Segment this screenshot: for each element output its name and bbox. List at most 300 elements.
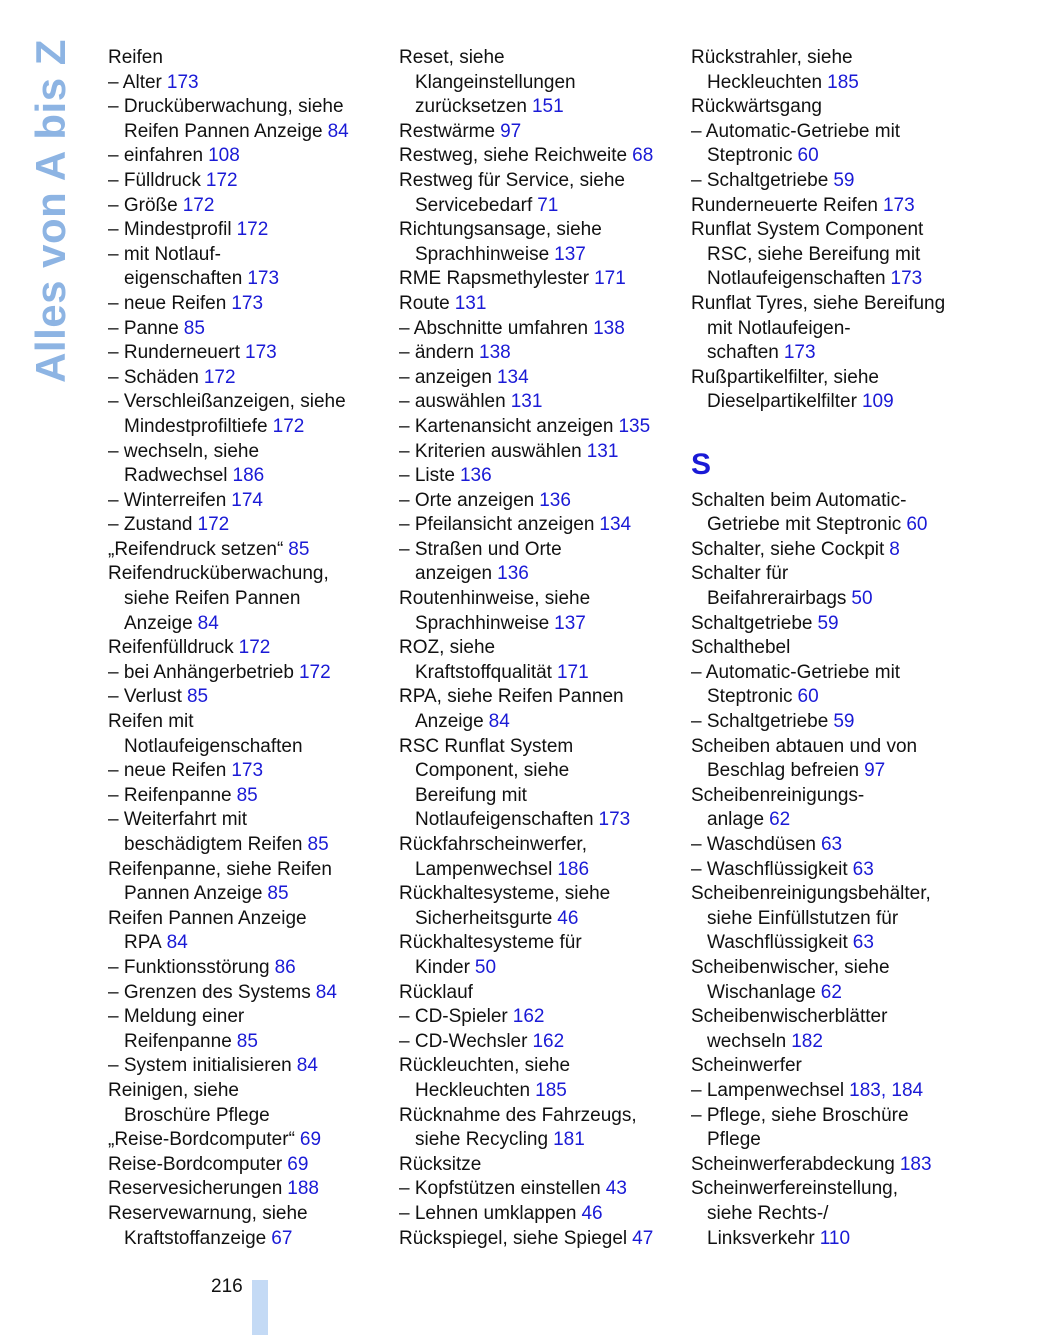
index-term: – ändern [399,342,475,364]
index-term: Runflat Tyres, siehe Bereifung [691,292,946,314]
index-term: Component, siehe [415,760,570,782]
index-term: – Weiterfahrt mit [108,809,248,831]
index-term: Rückstrahler, siehe [691,47,853,68]
page-reference-link[interactable]: 131 [454,292,487,314]
index-entry [691,661,963,686]
index-entry [108,685,396,710]
index-term: Pflege [707,1129,761,1151]
index-entry [691,489,963,514]
page-reference-link[interactable]: 85 [186,686,209,708]
page-reference-link[interactable]: 173 [231,292,264,314]
index-term: Klangeinstellungen [415,71,576,93]
index-entry [108,907,396,932]
index-entry [691,292,963,317]
index-entry [691,1128,963,1153]
index-term: Rücknahme des Fahrzeugs, [399,1104,637,1126]
index-entry [691,1079,963,1104]
index-term: Getriebe mit Steptronic [707,514,902,536]
page-reference-link[interactable]: 137 [554,243,586,265]
index-term: Runflat System Component [691,219,924,241]
page-reference-link[interactable]: 182 [791,1030,823,1052]
index-entry [108,735,396,760]
index-term: – Verschleißanzeigen, siehe [108,391,346,413]
index-term: schaften [707,342,779,364]
index-entry [399,808,687,833]
index-term: RSC Runflat System [399,735,574,757]
index-term: – CD-Spieler [399,1006,508,1028]
index-term: Servicebedarf [415,194,533,216]
page-reference-link[interactable]: 181 [553,1129,585,1151]
index-term: eigenschaften [124,268,243,290]
index-entry [691,833,963,858]
index-term: Steptronic [707,145,793,167]
page-reference-link[interactable]: 172 [236,219,269,241]
index-term: Rückspiegel, siehe Spiegel [399,1227,628,1249]
index-entry [691,169,963,194]
index-term: Rückleuchten, siehe [399,1055,571,1077]
page-reference-link[interactable]: 173 [245,342,277,364]
index-entry [691,808,963,833]
page-reference-link[interactable]: 63 [852,932,874,954]
index-entry [399,1227,687,1252]
index-term: – Kopfstützen einstellen [399,1178,601,1200]
page-reference-link[interactable]: 172 [272,415,305,437]
index-entry [691,685,963,710]
index-term: Reset, siehe [399,47,505,68]
index-term: Wischanlage [707,981,816,1003]
index-entry [399,1128,687,1153]
page-reference-link[interactable]: 188 [287,1178,319,1200]
index-term: Rücklauf [399,981,473,1003]
index-entry [691,1054,963,1079]
page-reference-link[interactable]: 84 [166,932,188,954]
page-reference-link[interactable]: 185 [827,71,859,93]
index-term: Radwechsel [124,465,228,487]
index-term: Routenhinweise, siehe [399,588,591,610]
index-entry [691,120,963,145]
index-entry [108,144,396,169]
index-entry [691,1202,963,1227]
index-entry [399,858,687,883]
page-reference-link[interactable]: 84 [315,981,337,1003]
index-entry [399,562,687,587]
index-entry [691,341,963,366]
page-reference-link[interactable]: 173 [231,760,264,782]
page-reference-link[interactable]: 97 [864,760,886,782]
page-reference-link[interactable]: 50 [851,588,873,610]
index-entry [108,46,396,71]
index-term: – Verlust [108,686,182,708]
index-term: Scheibenwischer, siehe [691,956,890,978]
index-term: zurücksetzen [415,96,527,118]
index-term: Rußpartikelfilter, siehe [691,366,879,388]
page-reference-link[interactable]: 162 [532,1030,565,1052]
index-entry [108,415,396,440]
index-term: Broschüre Pflege [124,1104,270,1126]
index-entry [691,587,963,612]
page-reference-link[interactable]: 172 [182,194,215,216]
index-term: Kraftstoffanzeige [124,1227,267,1249]
index-term: – Grenzen des Systems [108,981,311,1003]
index-entry [108,194,396,219]
side-section-tab [27,39,75,383]
index-entry [399,1104,687,1129]
page-reference-link[interactable]: 63 [852,858,874,880]
index-term: – Automatic-Getriebe mit [691,661,901,683]
page-reference-link[interactable]: 59 [833,711,855,733]
index-entry [108,882,396,907]
page-reference-link[interactable]: 68 [632,145,654,167]
index-term: Kraftstoffqualität [415,661,552,683]
page-reference-link[interactable]: 84 [197,612,219,634]
index-entry [399,882,687,907]
index-term: – Zustand [108,514,193,536]
index-term: Reifen Pannen Anzeige [124,120,323,142]
index-entry [399,267,687,292]
page-reference-link[interactable]: 138 [593,317,625,339]
index-entry [691,907,963,932]
index-entry [108,267,396,292]
page-reference-link[interactable]: 109 [861,391,894,413]
index-term: – Reifenpanne [108,784,232,806]
index-term: Heckleuchten [707,71,823,93]
page-reference-link[interactable]: 172 [238,637,271,659]
page-reference-link[interactable]: 85 [236,784,258,806]
index-term: Schalten beim Automatic- [691,489,907,511]
index-entry [691,267,963,292]
page-reference-link[interactable]: 172 [197,514,230,536]
index-entry [108,1054,396,1079]
index-entry [399,538,687,563]
index-term: Scheibenreinigungsbehälter, [691,883,931,905]
index-term: Restweg, siehe Reichweite [399,145,628,167]
index-term: – Waschdüsen [691,834,816,855]
page-reference-link[interactable]: 50 [474,956,497,978]
page-reference-link[interactable]: 69 [299,1129,322,1151]
index-term: Schalthebel [691,637,791,659]
index-entry [108,366,396,391]
index-entry [399,1202,687,1227]
index-entry [691,562,963,587]
page-reference-link[interactable]: 172 [203,366,236,388]
index-term: – Panne [108,317,179,339]
page-reference-link[interactable]: 162 [512,1006,545,1028]
index-entry [108,95,396,120]
index-entry [108,1227,396,1252]
page-reference-link[interactable]: 46 [557,907,579,929]
index-term: „Reise-Bordcomputer“ [108,1129,295,1151]
index-term: – mit Notlauf- [108,243,221,265]
index-term: Reservesicherungen [108,1178,283,1200]
index-entry [399,956,687,981]
index-entry [399,636,687,661]
index-entry [108,464,396,489]
page-reference-link[interactable]: 173 [166,71,199,93]
index-term: – Größe [108,194,178,216]
page-reference-link[interactable]: 84 [488,711,510,733]
index-term: – Schaltgetriebe [691,711,829,733]
index-entry [399,1005,687,1030]
index-term: Lampenwechsel [415,858,553,880]
index-term: siehe Recycling [415,1129,549,1151]
index-column-2 [399,46,687,1251]
index-entry [691,218,963,243]
index-term: Scheibenwischerblätter [691,1006,888,1028]
index-term: – Liste [399,465,455,487]
index-term: – Schäden [108,366,199,388]
page-reference-link[interactable]: 173 [247,268,280,290]
index-entry [399,489,687,514]
index-term: – Abschnitte umfahren [399,317,589,339]
page-reference-link[interactable]: 43 [605,1178,627,1200]
index-entry [108,661,396,686]
index-entry [108,243,396,268]
page-reference-link[interactable]: 173 [598,809,631,831]
index-term: anlage [707,809,765,831]
page-reference-link[interactable]: 135 [618,415,651,437]
page-reference-link[interactable]: 174 [231,489,263,511]
index-entry [691,317,963,342]
page-reference-link[interactable]: 60 [906,514,928,536]
index-entry [108,808,396,833]
index-entry [399,784,687,809]
index-term: ROZ, siehe [399,637,496,659]
page-reference-link[interactable]: 138 [479,342,511,364]
index-entry [691,784,963,809]
index-entry [399,169,687,194]
page-reference-link[interactable]: 59 [817,612,839,634]
index-term: Notlaufeigenschaften [415,809,594,831]
index-entry [399,317,687,342]
index-term: Rücksitze [399,1153,482,1175]
page-reference-link[interactable]: 85 [236,1030,258,1052]
index-term: – wechseln, siehe [108,440,260,462]
page-reference-link[interactable]: 173 [882,194,915,216]
index-term: wechseln [707,1030,787,1052]
index-entry [108,1202,396,1227]
index-entry [399,735,687,760]
page-reference-link[interactable]: 69 [287,1153,309,1175]
page-reference-link[interactable]: 86 [274,956,296,978]
index-entry [399,833,687,858]
index-term: Anzeige [415,711,484,733]
index-term: Mindestprofiltiefe [124,415,268,437]
index-term: – anzeigen [399,366,492,388]
index-term: mit Notlaufeigen- [707,317,851,339]
page-reference-link[interactable]: 85 [183,317,205,339]
index-entry [691,243,963,268]
index-term: Schalter, siehe Cockpit [691,538,885,560]
page-reference-link[interactable]: 172 [205,169,238,191]
index-entry [691,71,963,96]
page-reference-link[interactable]: 60 [797,686,819,708]
index-entry [399,612,687,637]
index-entry [108,71,396,96]
index-term: Dieselpartikelfilter [707,391,857,413]
index-entry [108,858,396,883]
index-term: Bereifung mit [415,784,527,806]
index-entry [108,120,396,145]
index-entry [399,292,687,317]
index-term: Pannen Anzeige [124,883,263,905]
index-term: – Kartenansicht anzeigen [399,415,614,437]
page-reference-link[interactable]: 134 [496,366,529,388]
index-entry [108,1005,396,1030]
page-number: 216 [211,1276,243,1297]
page-reference-link[interactable]: 60 [797,145,819,167]
page-reference-link[interactable]: 137 [554,612,586,634]
page-reference-link[interactable]: 134 [599,514,632,536]
index-term: – Pfeilansicht anzeigen [399,514,595,536]
index-entry [399,218,687,243]
index-entry [399,46,687,71]
index-term: beschädigtem Reifen [124,834,303,855]
index-entry [399,981,687,1006]
page-reference-link[interactable]: 172 [298,661,331,683]
index-entry [108,1128,396,1153]
index-entry [399,1079,687,1104]
index-entry [399,710,687,735]
index-entry [108,759,396,784]
page-reference-link[interactable]: 136 [539,489,571,511]
index-entry [399,1030,687,1055]
index-term: Reifenfülldruck [108,637,234,659]
index-entry [108,341,396,366]
index-term: Anzeige [124,612,193,634]
index-term: anzeigen [415,563,493,585]
index-term: Restweg für Service, siehe [399,169,625,191]
index-entry [108,956,396,981]
index-entry [399,685,687,710]
index-entry [399,907,687,932]
index-entry [691,735,963,760]
page-reference-link[interactable]: 47 [632,1227,654,1249]
index-term: Reifen Pannen Anzeige [108,907,307,929]
page-reference-link[interactable]: 185 [535,1079,567,1101]
page-reference-link[interactable]: 84 [296,1055,318,1077]
page-reference-link[interactable]: 67 [271,1227,293,1249]
index-term: Reise-Bordcomputer [108,1153,283,1175]
section-spacer [691,415,963,440]
page-reference-link[interactable]: 136 [497,563,529,585]
page-reference-link[interactable]: 84 [327,120,349,142]
index-term: – einfahren [108,145,204,167]
index-term: Scheibenreinigungs- [691,784,865,806]
index-term: Scheinwerfereinstellung, [691,1178,899,1200]
index-term: – Straßen und Orte [399,538,562,560]
index-entry [691,390,963,415]
index-entry [108,1104,396,1129]
index-term: siehe Einfüllstutzen für [707,907,899,929]
index-entry [691,1227,963,1252]
index-entry [108,169,396,194]
index-entry [108,931,396,956]
index-entry [399,661,687,686]
page-reference-link[interactable]: 131 [510,391,543,413]
index-term: „Reifendruck setzen“ [108,538,284,560]
page-reference-link[interactable]: 131 [586,440,619,462]
index-term: Reifen mit [108,711,194,733]
index-term: siehe Reifen Pannen [124,588,301,610]
page-reference-link[interactable]: 62 [769,809,791,831]
page-reference-link[interactable]: 85 [267,883,289,905]
page-reference-link[interactable]: 8 [889,538,900,560]
page-reference-link[interactable]: 62 [820,981,842,1003]
page-reference-link[interactable]: 46 [581,1202,603,1224]
page-reference-link[interactable]: 173 [783,342,816,364]
index-entry [691,194,963,219]
index-entry [108,440,396,465]
page-reference-link[interactable]: 136 [459,465,492,487]
page-reference-link[interactable]: 183 [899,1153,932,1175]
page-reference-link[interactable]: 171 [556,661,589,683]
index-entry [108,833,396,858]
page-reference-link[interactable]: 183, 184 [849,1079,924,1101]
index-term: – Waschflüssigkeit [691,858,848,880]
page-reference-link[interactable]: 85 [307,834,329,855]
index-entry [691,636,963,661]
index-term: – Winterreifen [108,489,227,511]
index-term: RME Rapsmethylester [399,268,590,290]
index-entry [108,1030,396,1055]
page-reference-link[interactable]: 151 [531,96,564,118]
page-reference-link[interactable]: 186 [557,858,590,880]
page-reference-link[interactable]: 85 [288,538,310,560]
index-entry [108,538,396,563]
page-reference-link[interactable]: 173 [890,268,923,290]
page-reference-link[interactable]: 171 [594,268,626,290]
index-term: – Lehnen umklappen [399,1202,577,1224]
page-reference-link[interactable]: 110 [819,1227,851,1249]
page-reference-link[interactable]: 63 [820,834,843,855]
index-entry [399,931,687,956]
index-term: Reifendrucküberwachung, [108,563,329,585]
index-term: Schaltgetriebe [691,612,813,634]
index-entry [691,95,963,120]
page-reference-link[interactable]: 108 [208,145,240,167]
index-entry [691,1005,963,1030]
index-term: siehe Rechts-/ [707,1202,829,1224]
index-term: – Automatic-Getriebe mit [691,120,901,142]
index-term: – auswählen [399,391,506,413]
index-entry [691,513,963,538]
page-reference-link[interactable]: 71 [537,194,559,216]
page-accent-bar [252,1280,268,1335]
index-entry [108,636,396,661]
index-term: – Kriterien auswählen [399,440,582,462]
index-term: Runderneuerte Reifen [691,194,878,216]
page-reference-link[interactable]: 186 [232,465,265,487]
index-entry [399,1054,687,1079]
index-term: – Funktionsstörung [108,956,270,978]
index-entry [108,612,396,637]
index-term: Sprachhinweise [415,243,550,265]
index-entry [691,858,963,883]
index-term: Steptronic [707,686,793,708]
index-term: RPA [124,932,162,954]
index-term: – CD-Wechsler [399,1030,528,1052]
index-entry [691,956,963,981]
index-term: Scheinwerfer [691,1055,802,1077]
page-reference-link[interactable]: 97 [500,120,522,142]
page-reference-link[interactable]: 59 [833,169,855,191]
index-entry [691,759,963,784]
index-entry [399,513,687,538]
index-term: RPA, siehe Reifen Pannen [399,686,624,708]
index-term: Scheiben abtauen und von [691,735,918,757]
index-entry [108,489,396,514]
index-term: Reifen [108,47,163,68]
